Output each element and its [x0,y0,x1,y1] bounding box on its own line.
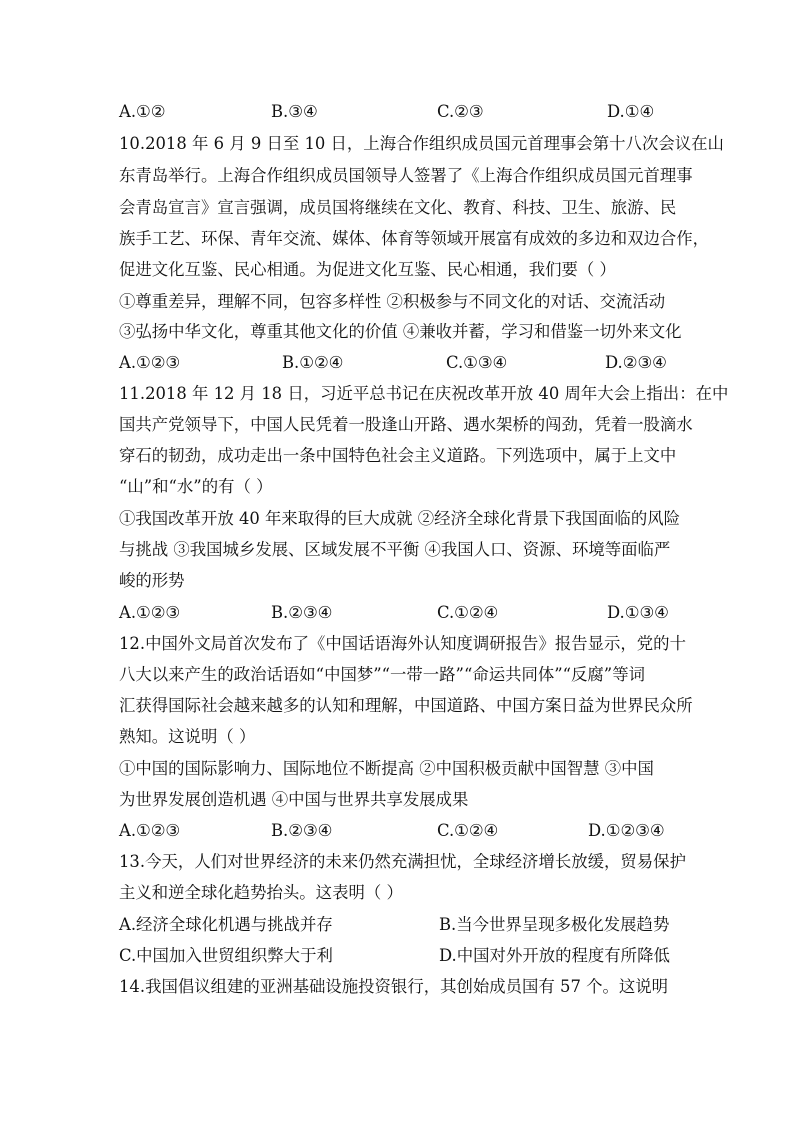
q9-option-d[interactable]: D.①④ [607,102,655,121]
q9-option-c[interactable]: C.②③ [437,102,484,121]
q13-option-a[interactable]: A.经济全球化机遇与挑战并存 [119,915,333,934]
q11-option-c[interactable]: C.①②④ [437,603,499,622]
q11-option-b[interactable]: B.②③④ [271,603,333,622]
q12-stem-line: 八大以来产生的政治话语如“中国梦”“一带一路”“命运共同体”“反腐”等词 [119,665,645,684]
q12-stem-line: 汇获得国际社会越来越多的认知和理解，中国道路、中国方案日益为世界民众所 [119,696,693,715]
q10-option-c[interactable]: C.①③④ [446,353,508,372]
q12-stem-line: 熟知。这说明（ ） [119,727,256,746]
q11-item-line: ①我国改革开放 40 年来取得的巨大成就 ②经济全球化背景下我国面临的风险 [119,509,680,528]
q14-stem-line: 14.我国倡议组建的亚洲基础设施投资银行，其创始成员国有 57 个。这说明 [119,977,669,996]
q13-options-row [119,915,679,935]
q10-item-line: ①尊重差异，理解不同，包容多样性 ②积极参与不同文化的对话、交流活动 [119,292,666,311]
q12-option-c[interactable]: C.①②④ [437,821,499,840]
q11-item-line: 峻的形势 [119,571,185,590]
q12-item-line: 为世界发展创造机遇 ④中国与世界共享发展成果 [119,790,469,809]
q11-option-a[interactable]: A.①②③ [119,603,181,622]
q11-stem-line: 11.2018 年 12 月 18 日，习近平总书记在庆祝改革开放 40 周年大会上指出：在中 [119,384,729,403]
q12-options-row [119,821,679,841]
q11-item-line: 与挑战 ③我国城乡发展、区域发展不平衡 ④我国人口、资源、环境等面临严 [119,540,671,559]
q10-stem-line: 10.2018 年 6 月 9 日至 10 日，上海合作组织成员国元首理事会第十八次会议在山 [119,134,724,153]
q10-options-row [119,353,679,373]
q12-stem-line: 12.中国外文局首次发布了《中国话语海外认知度调研报告》报告显示，党的十 [119,634,686,653]
q9-options-row [119,102,679,122]
q11-stem-line: “山”和“水”的有（ ） [119,477,273,496]
q10-item-line: ③弘扬中华文化，尊重其他文化的价值 ④兼收并蓄，学习和借鉴一切外来文化 [119,322,682,341]
q12-option-a[interactable]: A.①②③ [119,821,181,840]
q10-stem-line: 促进文化互鉴、民心相通。为促进文化互鉴、民心相通，我们要（ ） [119,260,616,279]
q13-option-b[interactable]: B.当今世界呈现多极化发展趋势 [439,915,670,934]
q11-stem-line: 国共产党领导下，中国人民凭着一股逢山开路、遇水架桥的闯劲，凭着一股滴水 [119,415,693,434]
q13-option-d[interactable]: D.中国对外开放的程度有所降低 [439,946,670,965]
q10-stem-line: 东青岛举行。上海合作组织成员国领导人签署了《上海合作组织成员国元首理事 [119,166,693,185]
q10-option-b[interactable]: B.①②④ [282,353,344,372]
q12-item-line: ①中国的国际影响力、国际地位不断提高 ②中国积极贡献中国智慧 ③中国 [119,759,654,778]
q13-stem-line: 13.今天，人们对世界经济的未来仍然充满担忧，全球经济增长放缓，贸易保护 [119,852,686,871]
q10-stem-line: 会青岛宣言》宣言强调，成员国将继续在文化、教育、科技、卫生、旅游、民 [119,198,677,217]
q12-option-d[interactable]: D.①②③④ [588,821,665,840]
q9-option-a[interactable]: A.①② [119,102,166,121]
q10-stem-line: 族手工艺、环保、青年交流、媒体、体育等领域开展富有成效的多边和双边合作， [119,229,710,248]
q9-option-b[interactable]: B.③④ [271,102,318,121]
q11-option-d[interactable]: D.①③④ [607,603,669,622]
q10-option-a[interactable]: A.①②③ [119,353,181,372]
q13-option-c[interactable]: C.中国加入世贸组织弊大于利 [119,946,333,965]
q11-options-row [119,603,679,623]
q12-option-b[interactable]: B.②③④ [271,821,333,840]
q13-stem-line: 主义和逆全球化趋势抬头。这表明（ ） [119,883,403,902]
q13-options-row [119,946,679,966]
q10-option-d[interactable]: D.②③④ [605,353,667,372]
q11-stem-line: 穿石的韧劲，成功走出一条中国特色社会主义道路。下列选项中，属于上文中 [119,446,677,465]
